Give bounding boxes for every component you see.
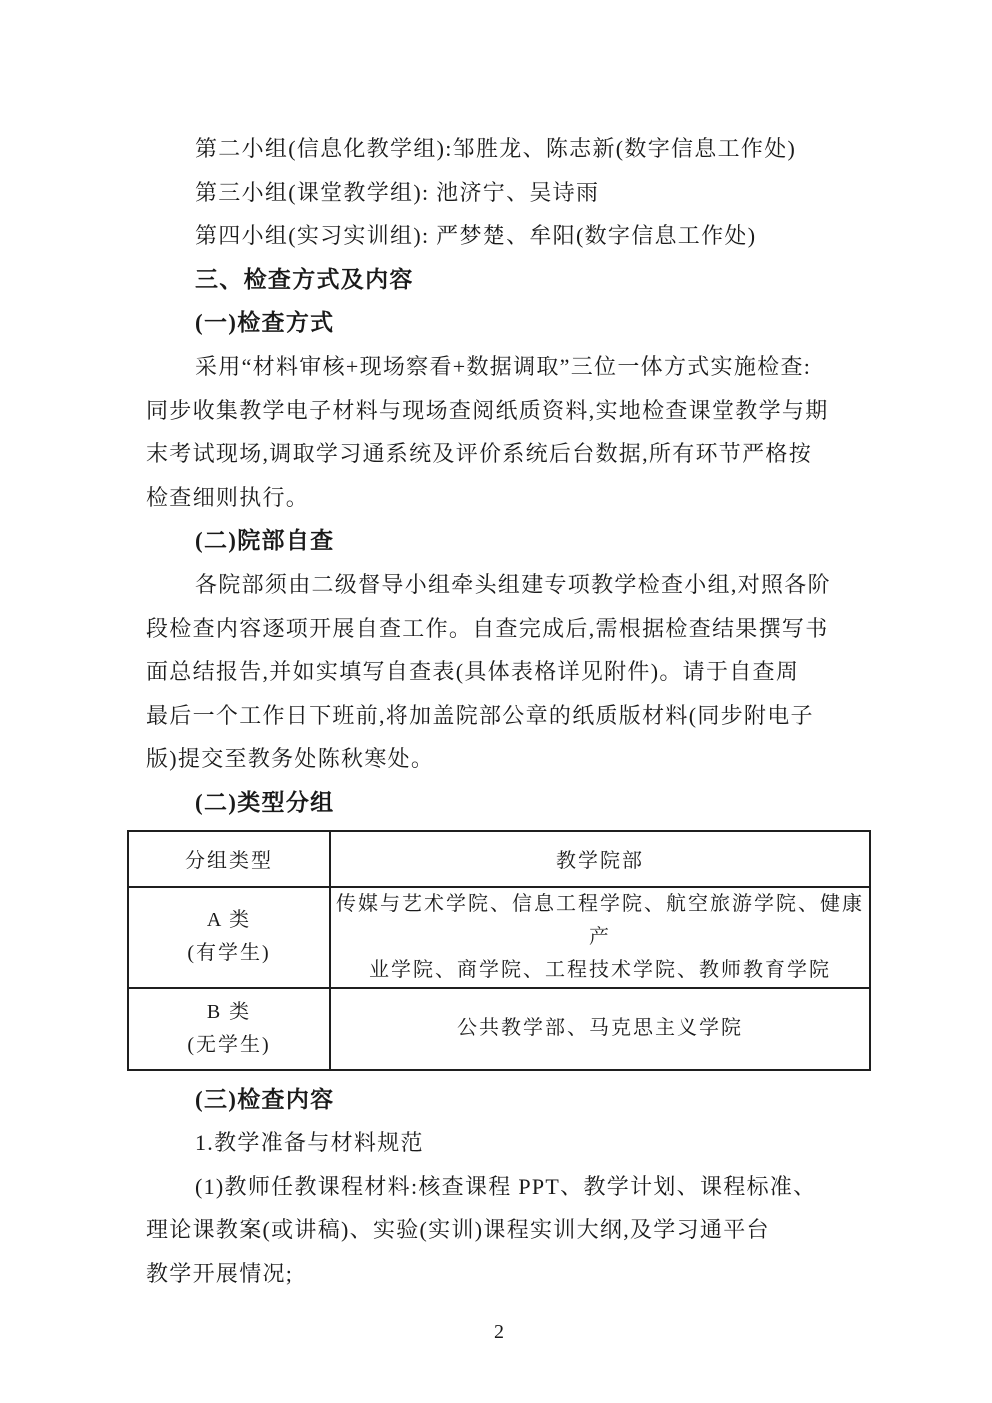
paragraph-line: 各院部须由二级督导小组牵头组建专项教学检查小组,对照各阶 xyxy=(195,571,831,597)
subsection-heading-3-2: (二)院部自查 xyxy=(195,528,335,554)
table-row xyxy=(128,988,870,1070)
subsection-heading-3-3: (三)检查内容 xyxy=(195,1086,335,1112)
paragraph-line: 面总结报告,并如实填写自查表(具体表格详见附件)。请于自查周 xyxy=(146,659,800,685)
table-header-departments: 教学院部 xyxy=(330,831,870,887)
paragraph-line: 检查细则执行。 xyxy=(146,484,310,510)
table-cell-type-a xyxy=(128,887,330,988)
type-label: A 类 xyxy=(206,909,252,931)
group-line-2: 第二小组(信息化教学组):邹胜龙、陈志新(数字信息工作处) xyxy=(195,136,797,161)
grouping-table xyxy=(127,830,871,1071)
paragraph-line: 段检查内容逐项开展自查工作。自查完成后,需根据检查结果撰写书 xyxy=(146,615,829,641)
table-header-row xyxy=(128,831,870,887)
group-line-3: 第三小组(课堂教学组): 池济宁、吴诗雨 xyxy=(195,179,600,205)
paragraph-line: 同步收集教学电子材料与现场查阅纸质资料,实地检查课堂教学与期 xyxy=(146,397,829,423)
dept-line: 传媒与艺术学院、信息工程学院、航空旅游学院、健康产 xyxy=(336,892,864,948)
paragraph-line: 末考试现场,调取学习通系统及评价系统后台数据,所有环节严格按 xyxy=(146,441,813,467)
table-header-group-type: 分组类型 xyxy=(128,831,330,887)
section-heading-3: 三、检查方式及内容 xyxy=(195,266,414,292)
paragraph-line: 理论课教案(或讲稿)、实验(实训)课程实训大纲,及学习通平台 xyxy=(146,1217,770,1243)
type-label: B 类 xyxy=(206,1000,252,1023)
type-sublabel: (有学生) xyxy=(187,942,271,964)
group-line-4: 第四小组(实习实训组): 严梦楚、牟阳(数字信息工作处) xyxy=(195,223,757,249)
table-cell-depts-a xyxy=(330,887,870,988)
subsection-heading-3-1: (一)检查方式 xyxy=(195,310,335,336)
paragraph-line: (1)教师任教课程材料:核查课程 PPT、教学计划、课程标准、 xyxy=(195,1173,817,1199)
table-cell-type-b xyxy=(128,988,330,1070)
paragraph-line: 采用“材料审核+现场察看+数据调取”三位一体方式实施检查: xyxy=(195,353,812,379)
paragraph-line: 版)提交至教务处陈秋寒处。 xyxy=(146,746,435,772)
dept-line: 公共教学部、马克思主义学院 xyxy=(457,1017,743,1039)
paragraph-line: 最后一个工作日下班前,将加盖院部公章的纸质版材料(同步附电子 xyxy=(146,702,814,728)
subsection-heading-type-grouping: (二)类型分组 xyxy=(195,789,335,815)
table-row xyxy=(128,887,870,988)
dept-line: 业学院、商学院、工程技术学院、教师教育学院 xyxy=(369,958,831,981)
item-heading-1: 1.教学准备与材料规范 xyxy=(195,1130,424,1156)
page-number: 2 xyxy=(494,1321,504,1344)
type-sublabel: (无学生) xyxy=(187,1033,271,1056)
paragraph-line: 教学开展情况; xyxy=(146,1260,294,1286)
table-cell-depts-b xyxy=(330,988,870,1070)
